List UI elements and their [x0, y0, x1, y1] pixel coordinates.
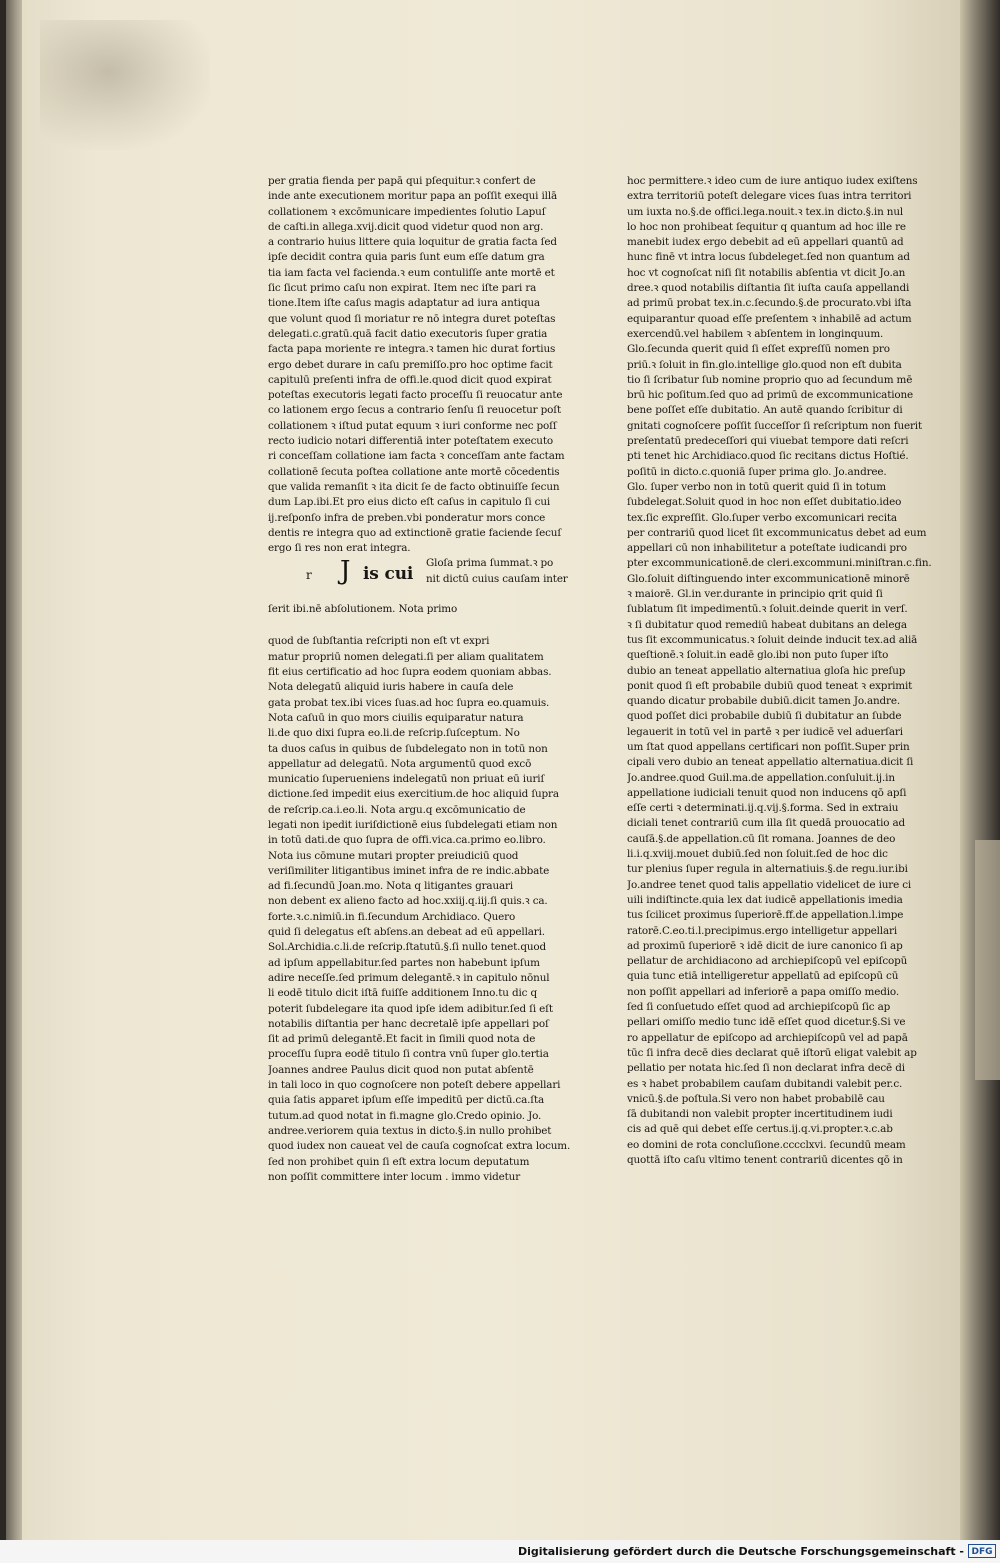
text-line: proceſſu ſupra eodē titulo ſi contra vnū ſuper glo.tertia — [268, 1048, 549, 1061]
text-line: quod de ſubſtantia reſcripti non eſt vt expri — [268, 635, 490, 648]
text-line: de reſcrip.ca.i.eo.li. Nota argu.q excōmunicatio de — [268, 803, 526, 816]
text-line: ꝛ maiorē. Gl.in ver.durante in principio qrit quid ſi — [627, 588, 883, 601]
text-line: cipali vero dubio an teneat appellatio alternatiua.dicit ſi — [627, 756, 914, 769]
text-line: Nota ius cōmune mutari propter preiudiciū quod — [268, 849, 519, 862]
facing-page-fragment — [975, 840, 1000, 1080]
text-line: exercendū.vel habilem ꝛ abſentem in longinquum. — [627, 327, 884, 340]
text-line: hoc permittere.ꝛ ideo cum de iure antiquo iudex exiſtens — [627, 175, 918, 187]
text-line: delegati.c.gratū.quā facit datio executoris ſuper gratia — [268, 327, 548, 340]
text-line: ad proximū ſuperiorē ꝛ idē dicit de iure canonico ſi ap — [627, 939, 903, 952]
text-line: Jo.andree.quod Guil.ma.de appellation.conſuluit.ij.in — [627, 771, 895, 784]
gloss-lemma: is cui — [363, 564, 414, 585]
text-line: notabilis diſtantia per hanc decretalē ipſe appellari poſ — [268, 1017, 549, 1030]
text-line: quid ſi delegatus eſt abſens.an debeat ad eū appellari. — [268, 926, 545, 939]
text-line: in totū dati.de quo ſupra de offi.vica.ca.primo eo.libro. — [268, 834, 546, 847]
text-line: collationē ſecuta poſtea collatione ante mortē cōcedentis — [268, 465, 560, 478]
text-line: quod poſſet dici probabile dubiū ſi dubitatur an ſubde — [627, 710, 902, 723]
text-line: collationem ꝛ iſtud putat equum ꝛ iuri conforme nec poſſ — [268, 419, 557, 432]
text-line: cauſā.§.de appellation.cū ſit romana. Joannes de deo — [627, 832, 896, 845]
text-line: adire neceſſe.ſed primum delegantē.ꝛ in capitulo nōnul — [268, 971, 550, 984]
text-line: de caſti.in allega.xvij.dicit quod videtur quod non arg. — [268, 220, 544, 233]
text-line: Sol.Archidia.c.li.de reſcrip.ſtatutū.§.ſi nullo tenet.quod — [268, 941, 546, 954]
text-line: pti tenet hic Archidiaco.quod ſic recitans dictus Hoſtié. — [627, 450, 909, 463]
text-line: co lationem ergo ſecus a contrario ſenſu ſi reuocetur poſt — [268, 404, 561, 417]
text-line: hoc vt cognoſcat niſi ſit notabilis abſentia vt dicit Jo.an — [627, 266, 906, 279]
text-line: appellari cū non inhabilitetur a poteſtate iudicandi pro — [627, 542, 907, 555]
text-line: Glo. ſuper verbo non in totū querit quid ſi in totum — [627, 480, 886, 493]
text-line: que valida remanſit ꝛ ita dicit ſe de facto obtinuiſſe ſecun — [268, 480, 560, 493]
text-line: legati non ipedit iuriſdictionē eius ſubdelegati etiam non — [268, 818, 558, 831]
paper-stain — [40, 20, 210, 150]
text-line: priū.ꝛ ſoluit in fin.glo.intellige glo.quod non eſt dubita — [627, 358, 902, 371]
text-line: tus ſcilicet proximus ſuperiorē.ff.de appellation.l.impe — [627, 909, 904, 922]
text-line: ſic ſicut primo caſu non expirat. Item nec iſte pari ra — [268, 282, 537, 295]
text-line: inde ante executionem moritur papa an poſſit exequi illā — [268, 190, 558, 203]
text-line: poteſtas executoris legati facto proceſſu ſi reuocatur ante — [268, 389, 563, 402]
text-line: quia ſatis apparet ipſum eſſe impeditū per dictū.ca.ſta — [268, 1094, 545, 1107]
text-line: ratorē.C.eo.ti.l.precipimus.ergo intelligetur appellari — [627, 924, 898, 937]
text-line: cis ad quē qui debet eſſe certus.ij.q.vi.propter.ꝛ.c.ab — [627, 1123, 893, 1136]
initial-letter: J — [340, 556, 351, 587]
text-line: ſublatum ſit impedimentū.ꝛ ſoluit.deinde querit in verſ. — [627, 603, 908, 616]
text-line: brū hic poſitum.ſed quo ad primū de excommunicatione — [627, 389, 914, 402]
text-line: li.de quo dixi ſupra eo.li.de reſcrip.ſuſceptum. No — [268, 727, 520, 740]
text-line: ſed non prohibet quin ſi eſt extra locum deputatum — [268, 1155, 530, 1168]
text-line: veriſimiliter litigantibus iminet infra de re indic.abbate — [268, 864, 550, 877]
text-line: eo domini de rota concluſione.cccclxvi. ſecundū meam — [627, 1138, 906, 1151]
text-line: li.i.q.xviij.mouet dubiū.ſed non ſoluit.ſed de hoc dic — [627, 848, 888, 861]
text-line: queſtionē.ꝛ ſoluit.in eadē glo.ibi non puto ſuper iſto — [627, 649, 889, 662]
text-line: forte.ꝛ.c.nimiū.in fi.ſecundum Archidiaco. Quero — [268, 910, 516, 923]
text-line: facta papa moriente re integra.ꝛ tamen hic durat fortius — [268, 343, 556, 356]
text-line: bene poſſet eſſe dubitatio. An autē quando ſcribitur di — [627, 404, 903, 417]
text-line: dictione.ſed impedit eius exercitium.de hoc aliquid ſupra — [268, 788, 559, 801]
text-line: lo hoc non prohibeat ſequitur q quantum ad hoc ille re — [627, 220, 906, 233]
text-line: uili indiſtincte.quia lex dat iudicē appellationis imedia — [627, 893, 903, 906]
text-line: ergo debet durare in caſu premiſſo.pro hoc optime facit — [268, 358, 553, 371]
text-line: a contrario huius littere quia loquitur de gratia facta ſed — [268, 236, 557, 249]
text-line: li eodē titulo dicit iſtā fuiſſe additionem Inno.tu dic q — [268, 987, 537, 1000]
text-line: tus ſit excommunicatus.ꝛ ſoluit deinde inducit tex.ad aliā — [627, 633, 918, 646]
text-line: vnicū.§.de poſtula.Si vero non habet probabilē cau — [627, 1092, 885, 1105]
book-gutter — [960, 0, 1000, 1540]
text-line: ta duos caſus in quibus de ſubdelegato non in totū non — [268, 742, 548, 755]
text-line: Jo.andree tenet quod talis appellatio videlicet de iure ci — [627, 878, 912, 891]
text-line: ipſe decidit contra quia paris ſunt eum eſſe datum gra — [268, 251, 545, 264]
text-line: legauerit in totū vel in partē ꝛ per iudicē vel aduerſari — [627, 725, 903, 738]
text-line: extra territoriū poteſt delegare vices ſuas intra territori — [627, 190, 912, 203]
text-line: ſed ſi conſuetudo eſſet quod ad archiepiſcopū ſic ap — [627, 1001, 891, 1014]
text-line: pellatur de archidiacono ad archiepiſcopū vel epiſcopū — [627, 955, 908, 968]
text-line: um iuxta no.§.de offici.lega.nouit.ꝛ tex.in dicto.§.in nul — [627, 205, 904, 218]
text-line: pellatio per notata hic.ſed ſi non declarat infra decē di — [627, 1062, 905, 1075]
text-line: tione.Item iſte caſus magis adaptatur ad iura antiqua — [268, 297, 540, 310]
text-line: tio ſi ſcribatur ſub nomine proprio quo ad ſecundum mē — [627, 373, 913, 386]
dfg-logo: DFG — [968, 1544, 996, 1558]
text-line: ꝛ ſi dubitatur quod remediū habeat dubitans an delega — [627, 618, 907, 631]
text-line: manebit iudex ergo debebit ad eū appellari quantū ad — [627, 236, 904, 249]
text-line: dubio an teneat appellatio alternatiua gloſa hic preſup — [627, 664, 906, 677]
text-line: gnitati cognoſcere poſſit ſucceſſor ſi reſcriptum non fuerit — [627, 419, 923, 432]
text-line: es ꝛ habet probabilem cauſam dubitandi valebit per.c. — [627, 1077, 903, 1090]
text-line: Glo.ſoluit diſtinguendo inter excommunicationē minorē — [627, 572, 910, 585]
text-line: tutum.ad quod notat in fi.magne glo.Credo opinio. Jo. — [268, 1109, 542, 1122]
text-line: ad fi.ſecundū Joan.mo. Nota q litigantes grauari — [268, 880, 514, 893]
text-line: Joannes andree Paulus dicit quod non putat abſentē — [268, 1063, 534, 1076]
left-text-column — [268, 174, 576, 1185]
initial-text-line: ſerit ibi.nē abſolutionem. Nota primo — [268, 603, 458, 616]
text-line: non poſſit appellari ad inferiorē a papa omiſſo medio. — [627, 985, 899, 998]
text-line: um ſtat quod appellans certificari non poſſit.Super prin — [627, 740, 910, 753]
text-line: Glo.ſecunda querit quid ſi eſſet expreſſū nomen pro — [627, 343, 890, 356]
text-line: tūc ſi infra decē dies declarat quē iſtorū eligat valebit ap — [627, 1046, 917, 1059]
text-line: diciali tenet contrariū cum illa ſit quedā prouocatio ad — [627, 817, 906, 830]
text-line: per contrariū quod licet ſit excommunicatus debet ad eum — [627, 526, 927, 539]
text-line: matur propriū nomen delegati.ſi per aliam qualitatem — [268, 650, 544, 663]
right-text-column — [627, 174, 937, 1168]
text-line: ad ipſum appellabitur.ſed partes non habebunt ipſum — [268, 956, 540, 969]
left-column-lower-text — [268, 634, 576, 1185]
text-line: tur plenius ſuper regula in alternatiuis.§.de regu.iur.ibi — [627, 863, 908, 876]
text-line: quottā iſto caſu vltimo tenent contrariū dicentes qō in — [627, 1154, 903, 1166]
text-line: tex.ſic expreſſit. Glo.ſuper verbo excomunicari recita — [627, 511, 897, 524]
text-line: Nota delegatū aliquid iuris habere in cauſa dele — [268, 681, 514, 694]
text-line: dentis re integra quo ad extinctionē gratie faciende ſecuſ — [268, 526, 562, 539]
text-line: ſā dubitandi non valebit propter incertitudinem iudi — [627, 1108, 893, 1121]
initial-text-line: Gloſa prima ſummat.ꝛ po — [426, 557, 554, 570]
text-line: dum Lap.ibi.Et pro eius dicto eſt caſus in capitulo ſi cui — [268, 496, 551, 509]
text-line: ri conceſſam collatione iam facta ꝛ conceſſam ante factam — [268, 450, 565, 463]
text-line: andree.veriorem quia textus in dicto.§.in nullo prohibet — [268, 1124, 552, 1137]
text-line: que volunt quod ſi moriatur re nō integra duret poteſtas — [268, 312, 556, 325]
text-line: fit eius certificatio ad hoc ſupra eodem quoniam abbas. — [268, 666, 552, 679]
footer-bar — [0, 1540, 1000, 1563]
text-line: ergo ſi res non erat integra. — [268, 542, 411, 555]
text-line: pter excommunicationē.de cleri.excommuni.miniſtran.c.fin. — [627, 557, 932, 570]
text-line: quod iudex non caueat vel de cauſa cognoſcat extra locum. — [268, 1140, 571, 1153]
text-line: poterit ſubdelegare ita quod ipſe idem adibitur.ſed ſi eſt — [268, 1002, 553, 1015]
right-column-text — [627, 174, 937, 1168]
text-line: equiparantur quoad eſſe preſentem ꝛ inhabilē ad actum — [627, 312, 912, 325]
text-line: pellari omiſſo medio tunc idē eſſet quod dicetur.§.Si ve — [627, 1016, 906, 1029]
text-line: appellatione iudiciali tenuit quod non inducens qō apſi — [627, 786, 907, 799]
text-line: tia iam facta vel facienda.ꝛ eum contuliſſe ante mortē et — [268, 266, 555, 279]
text-line: preſentatū predeceſſori qui viuebat tempore dati reſcri — [627, 435, 909, 448]
text-line: eſſe certi ꝛ determinati.ij.q.vij.§.forma. Sed in extraiu — [627, 802, 899, 815]
text-line: poſitū in dicto.c.quoniā ſuper prima glo. Jo.andree. — [627, 465, 887, 478]
text-line: collationem ꝛ excōmunicare impedientes ſolutio Lapuſ — [268, 205, 546, 218]
text-line: ſit ad primū delegantē.Et facit in ſimili quod nota de — [268, 1033, 536, 1046]
text-line: quia tunc etiā intelligeretur appellatū ad epiſcopū cū — [627, 970, 899, 983]
left-column-upper-text — [268, 174, 576, 556]
guide-letter: r — [306, 568, 312, 583]
text-line: non poſſit committere inter locum . immo videtur — [268, 1170, 521, 1183]
text-line: non debent ex alieno facto ad hoc.xxiij.q.iij.ſi quis.ꝛ ca. — [268, 895, 548, 908]
text-line: quando dicatur probabile dubiū.dicit tamen Jo.andre. — [627, 695, 901, 708]
text-line: gata probat tex.ibi vices ſuas.ad hoc ſupra eo.quamuis. — [268, 696, 550, 709]
text-line: ad primū probat tex.in.c.ſecundo.§.de procurato.vbi iſta — [627, 297, 912, 310]
text-line: dree.ꝛ quod notabilis diſtantia ſit iuſta cauſa appellandi — [627, 282, 910, 295]
text-line: Nota caſuū in quo mors ciuilis equiparatur natura — [268, 711, 524, 724]
gloss-initial-block — [268, 556, 576, 634]
text-line: municatio ſuperueniens indelegatū non priuat eū iuriſ — [268, 773, 545, 786]
text-line: per gratia fienda per papā qui pſequitur.ꝛ confert de — [268, 175, 536, 187]
text-line: ro appellatur de epiſcopo ad archiepiſcopū vel ad papā — [627, 1031, 908, 1044]
text-line: ponit quod ſi eſt probabile dubiū quod teneat ꝛ exprimit — [627, 679, 913, 692]
text-line: appellatur ad delegatū. Nota argumentū quod excō — [268, 757, 532, 770]
text-line: ſubdelegat.Soluit quod in hoc non eſſet dubitatio.ideo — [627, 496, 902, 509]
funding-notice: Digitalisierung gefördert durch die Deutsche Forschungsgemeinschaft - — [517, 1545, 964, 1558]
initial-text-line: nit dictū cuius cauſam inter — [426, 572, 568, 585]
text-line: in tali loco in quo cognoſcere non poteſt debere appellari — [268, 1079, 561, 1092]
text-line: capitulū preſenti infra de offi.le.quod dicit quod expirat — [268, 373, 552, 386]
text-line: ij.reſponſo infra de preben.vbi ponderatur mors conce — [268, 511, 546, 524]
text-line: recto iudicio notari differentiā inter poteſtatem executo — [268, 435, 553, 448]
text-line: hunc finē vt intra locus ſubdeleget.ſed non quantum ad — [627, 251, 910, 264]
